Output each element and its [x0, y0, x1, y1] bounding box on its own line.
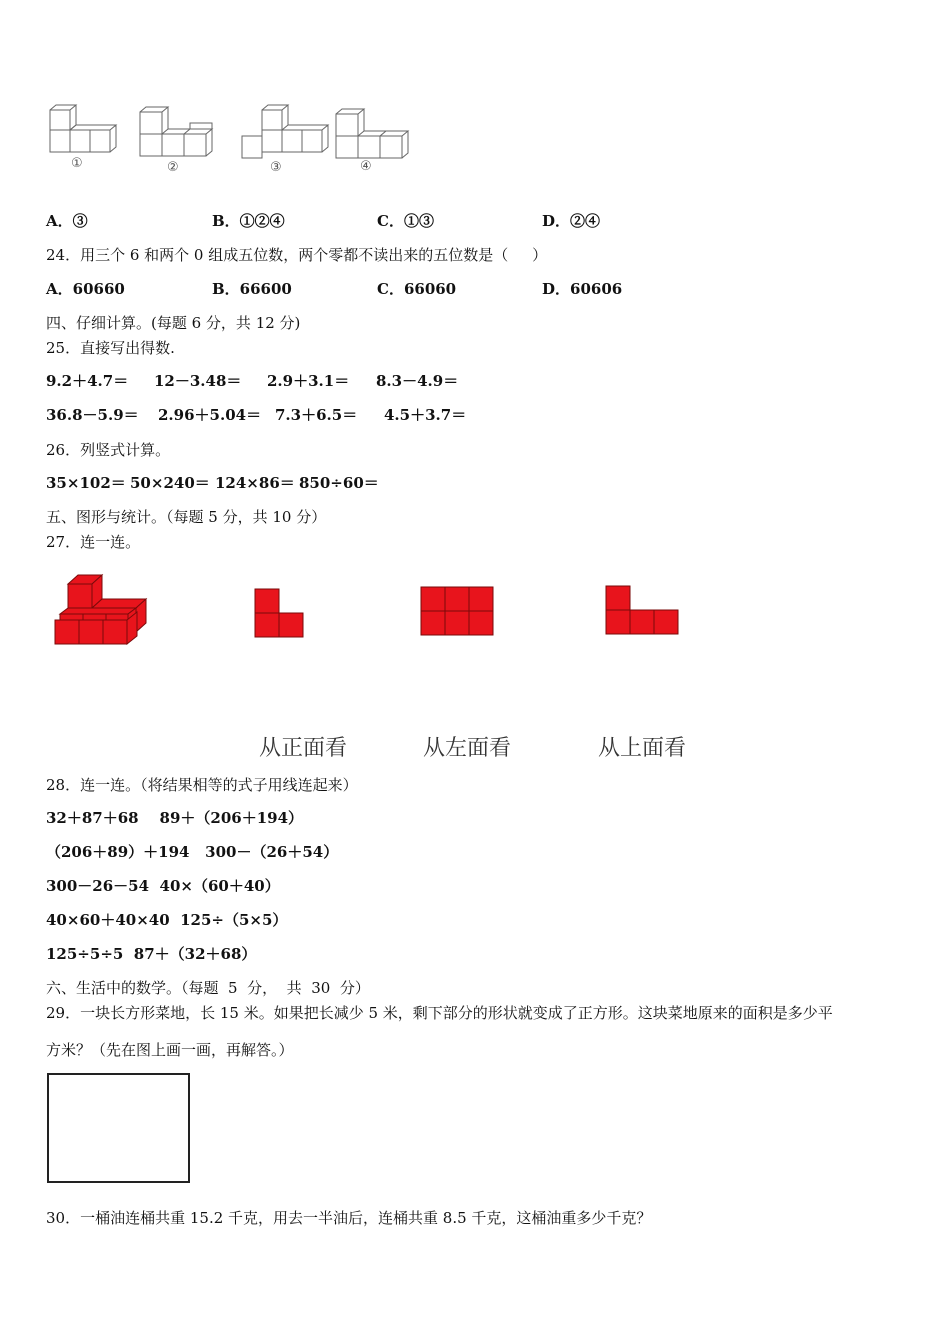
q24-question: 24．用三个 6 和两个 0 组成五位数，两个零都不读出来的五位数是（ ） [46, 246, 548, 264]
q25-r1-c4: 8.3－4.9＝ [376, 372, 459, 390]
q27-title: 27．连一连。 [46, 533, 141, 551]
q23-option-d[interactable]: D．②④ [542, 212, 601, 230]
q23-option-b[interactable]: B．①②④ [212, 212, 285, 230]
q25-r2-c3: 7.3＋6.5＝ [275, 406, 358, 424]
q27-solid-figure [50, 570, 155, 650]
section-5-heading: 五、图形与统计。（每题 5 分，共 10 分） [46, 508, 327, 526]
q26-c2: 50×240＝ [130, 474, 210, 492]
figure-label-4: ④ [360, 159, 372, 174]
q23-option-c[interactable]: C．①③ [377, 212, 434, 230]
q25-r2-c2: 2.96＋5.04＝ [158, 406, 262, 424]
q29-drawing-box[interactable] [47, 1073, 190, 1183]
q28-title: 28．连一连。（将结果相等的式子用线连起来） [46, 776, 358, 794]
q26-c3: 124×86＝ [215, 474, 295, 492]
view-label-left: 从左面看 [423, 736, 512, 761]
q25-r2-c4: 4.5＋3.7＝ [384, 406, 467, 424]
figure-label-1: ① [71, 156, 83, 171]
q25-r1-c1: 9.2＋4.7＝ [46, 372, 129, 390]
q25-r1-c3: 2.9＋3.1＝ [267, 372, 350, 390]
q24-option-b[interactable]: B．66600 [212, 280, 292, 298]
q25-r2-c1: 36.8－5.9＝ [46, 406, 139, 424]
q28-row-3: 300－26－54 40×（60＋40） [46, 877, 280, 895]
q28-row-2: （206＋89）＋194 300－（26＋54） [46, 843, 339, 861]
q28-row-4: 40×60＋40×40 125÷（5×5） [46, 911, 288, 929]
q26-c1: 35×102＝ [46, 474, 126, 492]
section-4-heading: 四、仔细计算。(每题 6 分，共 12 分) [46, 314, 301, 332]
q27-view-rectangle-grid [420, 586, 496, 640]
q27-view-l-shape-wide [605, 585, 683, 639]
section-6-heading: 六、生活中的数学。（每题 5 分， 共 30 分） [46, 979, 370, 997]
q28-row-1: 32＋87＋68 89＋（206＋194） [46, 809, 304, 827]
q30-question: 30．一桶油连桶共重 15.2 千克，用去一半油后，连桶共重 8.5 千克，这桶油重多少千克？ [46, 1209, 652, 1227]
q24-option-d[interactable]: D．60606 [542, 280, 623, 298]
q24-option-c[interactable]: C．66060 [377, 280, 457, 298]
q29-line-2: 方米？（先在图上画一画，再解答。） [46, 1041, 294, 1059]
q29-line-1: 29．一块长方形菜地，长 15 米。如果把长减少 5 米，剩下部分的形状就变成了正方形。这块菜地原来的面积是多少平 [46, 1004, 833, 1022]
q24-option-a[interactable]: A．60660 [46, 280, 125, 298]
figure-label-2: ② [167, 160, 179, 175]
q25-title: 25．直接写出得数. [46, 339, 175, 357]
figure-4-cubes [336, 109, 408, 158]
q25-r1-c2: 12－3.48＝ [154, 372, 242, 390]
q23-option-a[interactable]: A．③ [46, 212, 88, 230]
figure-3-cubes [242, 105, 328, 158]
q26-title: 26．列竖式计算。 [46, 441, 171, 459]
view-label-top: 从上面看 [598, 736, 687, 761]
q27-view-l-shape-small [254, 588, 306, 640]
figure-1-cubes [50, 105, 116, 152]
view-label-front: 从正面看 [259, 736, 348, 761]
figure-label-3: ③ [270, 160, 282, 175]
q28-row-5: 125÷5÷5 87＋（32＋68） [46, 945, 257, 963]
q26-c4: 850÷60＝ [299, 474, 379, 492]
figure-2-cubes [140, 107, 212, 156]
